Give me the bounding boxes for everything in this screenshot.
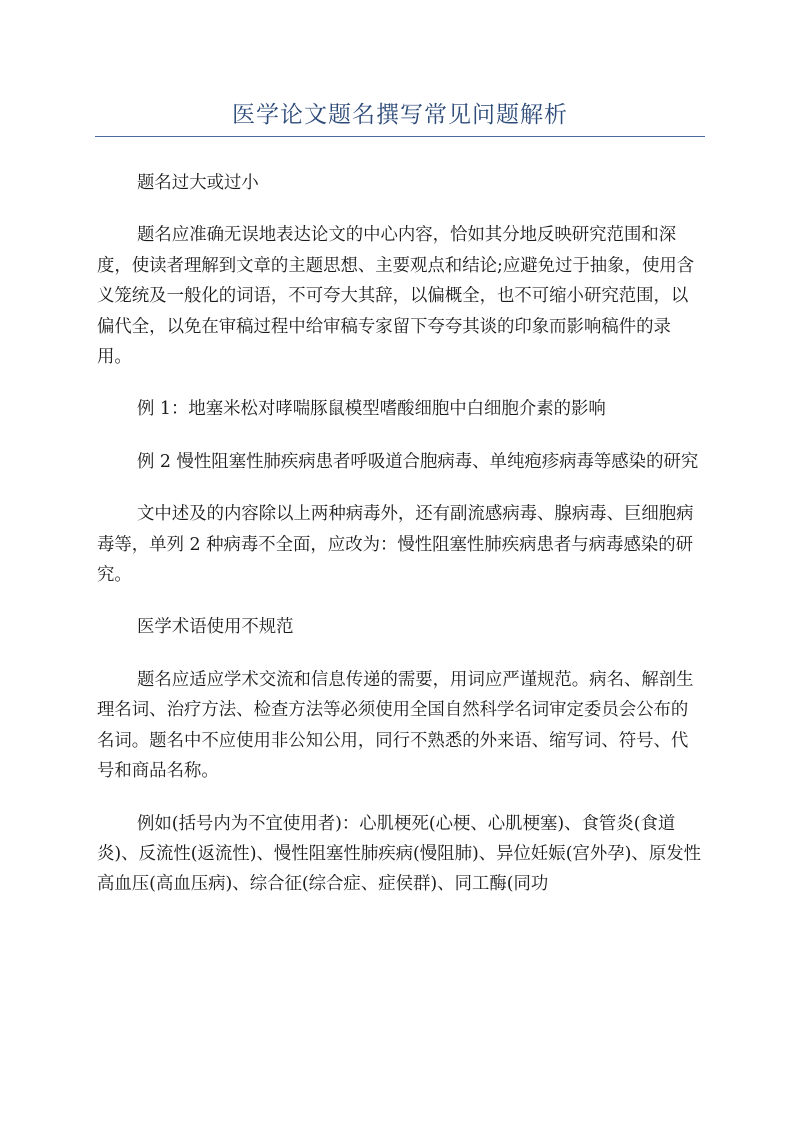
paragraph-title-scope: 题名应准确无误地表达论文的中心内容，恰如其分地反映研究范围和深度，使读者理解到文章的主题思想、主要观点和结论;应避免过于抽象，使用含义笼统及一般化的词语，不可夸大其辞，以偏概全，也不可缩小研究范围，以偏代全，以免在审稿过程中给审稿专家留下夸夸其谈的印象而影响稿件的录用。: [97, 225, 695, 368]
section-heading-terminology: 医学术语使用不规范: [137, 617, 294, 638]
section-heading-title-scope: 题名过大或过小: [137, 173, 259, 193]
paragraph-term-examples: 例如(括号内为不宜使用者)：心肌梗死(心梗、心肌梗塞)、食管炎(食道炎)、反流性(返流性)、慢性阻塞性肺疾病(慢阻肺)、异位妊娠(宫外孕)、原发性高血压(高血压病)、综合征(综合症、症侯群)、同工酶(同功: [97, 813, 701, 895]
document-title: 医学论文题名撰写常见问题解析: [232, 102, 568, 128]
example-1: 例 1：地塞米松对哮喘豚鼠模型嗜酸细胞中白细胞介素的影响: [137, 399, 606, 420]
example-2: 例 2 慢性阻塞性肺疾病患者呼吸道合胞病毒、单纯疱疹病毒等感染的研究: [137, 451, 699, 472]
document-body: [97, 146, 703, 900]
title-divider: [95, 136, 705, 137]
paragraph-terminology: 题名应适应学术交流和信息传递的需要，用词应严谨规范。病名、解剖生理名词、治疗方法、检查方法等必须使用全国自然科学名词审定委员会公布的名词。题名中不应使用非公知公用，同行不熟悉的外来语、缩写词、符号、代号和商品名称。: [97, 669, 694, 782]
paragraph-virus-correction: 文中述及的内容除以上两种病毒外，还有副流感病毒、腺病毒、巨细胞病毒等，单列 2 种病毒不全面，应改为：慢性阻塞性肺疾病患者与病毒感染的研究。: [97, 504, 694, 586]
